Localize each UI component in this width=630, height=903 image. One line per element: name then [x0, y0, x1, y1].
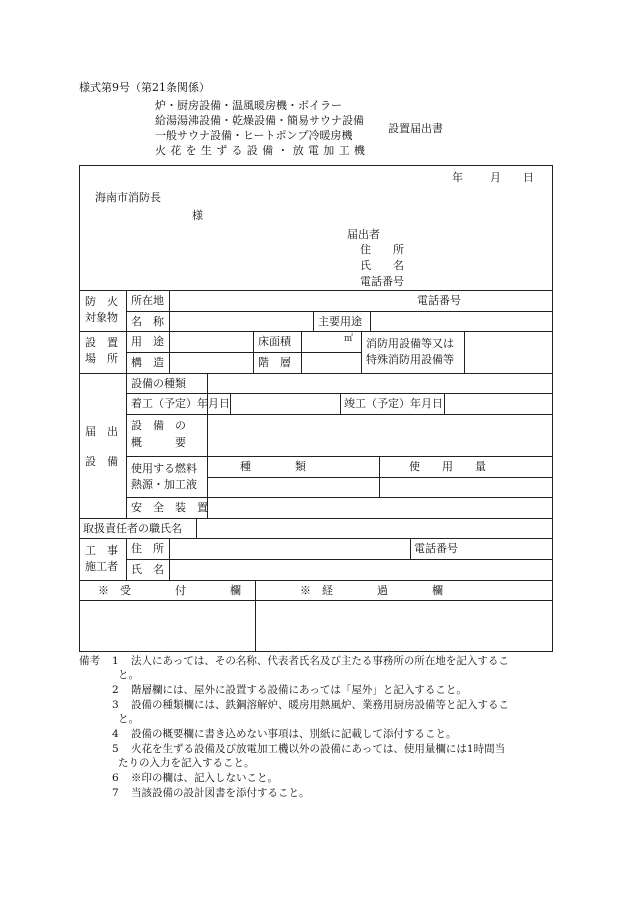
- fire-target-label: 防 火: [85, 295, 118, 308]
- rule: [230, 393, 231, 414]
- rule: [126, 414, 553, 415]
- date-year: 年: [452, 171, 463, 184]
- remarks-label: 備考: [79, 655, 100, 667]
- notify-equipment-label: 届 出: [85, 425, 118, 438]
- remark-text: ※印の欄は、記入しないこと。: [131, 772, 278, 784]
- rule: [79, 538, 553, 539]
- rule: [207, 373, 208, 518]
- title-line-3: 一般サウナ設備・ヒートポンプ冷暖房機: [155, 129, 353, 142]
- remark-text: と。: [118, 669, 139, 681]
- summary-label: 設 備 の: [131, 419, 186, 432]
- rule: [464, 331, 465, 373]
- title-line-2: 給湯湯沸設備・乾燥設備・簡易サウナ設備: [155, 114, 364, 127]
- rule: [169, 538, 170, 580]
- reception-header: ※ 受 付 欄: [98, 584, 241, 597]
- rule: [301, 331, 302, 373]
- floor-area-label: 床面積: [258, 335, 291, 348]
- remark-number: 2: [112, 684, 119, 696]
- date-month: 月: [490, 171, 501, 184]
- progress-header: ※ 経 過 欄: [300, 584, 443, 597]
- rule: [253, 331, 254, 373]
- floor-label: 階 層: [258, 356, 291, 369]
- rule: [207, 477, 553, 478]
- rule: [79, 290, 553, 291]
- title-line-1: 炉・厨房設備・温風暖房機・ボイラー: [155, 99, 342, 112]
- remark-text: 法人にあっては、その名称、代表者氏名及び主たる事務所の所在地を記入するこ: [131, 655, 509, 667]
- fuel-label: 使用する燃料: [131, 462, 197, 475]
- title-suffix: 設置届出書: [388, 122, 443, 135]
- rule: [79, 580, 553, 581]
- remark-number: 6: [112, 772, 119, 784]
- rule: [169, 290, 170, 331]
- remark-text: 階層欄には、屋外に設置する設備にあっては「屋外」と記入すること。: [131, 684, 467, 696]
- notifier-phone: 電話番号: [360, 275, 404, 288]
- start-date-label: 着工（予定）年月日: [131, 397, 230, 410]
- fuel-kind-label: 種 類: [240, 460, 306, 473]
- remark-number: 5: [112, 743, 119, 755]
- rule: [79, 600, 553, 601]
- rule: [126, 456, 553, 457]
- install-place-label-2: 場 所: [85, 352, 118, 365]
- fire-target-label-2: 対象物: [85, 311, 118, 324]
- rule: [169, 331, 170, 373]
- summary-label-2: 概 要: [131, 436, 186, 449]
- remark-text: 当該設備の設計図書を添付すること。: [131, 787, 310, 799]
- notifier-name: 氏 名: [360, 259, 404, 272]
- rule: [340, 393, 341, 414]
- remark-number: 1: [112, 655, 119, 667]
- addressee: 海南市消防長: [95, 191, 161, 204]
- equipment-kind-label: 設備の種類: [131, 377, 186, 390]
- notifier-address: 住 所: [360, 243, 404, 256]
- remark-text: たりの入力を記入すること。: [118, 757, 255, 769]
- remark-number: 7: [112, 787, 119, 799]
- rule: [255, 580, 256, 652]
- finish-date-label: 竣工（予定）年月日: [344, 397, 443, 410]
- fire-equipment-label: 消防用設備等又は: [366, 337, 454, 350]
- manager-label: 取扱責任者の職氏名: [83, 522, 182, 535]
- remark-number: 4: [112, 728, 119, 740]
- structure-label: 構 造: [131, 356, 164, 369]
- rule: [370, 311, 371, 331]
- fuel-label-2: 熱源・加工液: [131, 478, 197, 491]
- use-label: 用 途: [131, 335, 164, 348]
- date-day: 日: [523, 171, 534, 184]
- remark-number: 3: [112, 699, 119, 711]
- contractor-label-2: 施工者: [85, 560, 118, 573]
- remark-text: 設備の概要欄に書き込めない事項は、別紙に記載して添付すること。: [131, 728, 457, 740]
- safety-label: 安 全 装 置: [131, 501, 208, 514]
- rule: [126, 538, 127, 580]
- contractor-name-label: 氏 名: [131, 563, 164, 576]
- main-use-label: 主要用途: [318, 315, 362, 328]
- contractor-phone-label: 電話番号: [414, 542, 458, 555]
- phone-label: 電話番号: [417, 294, 461, 307]
- title-line-4: 火花を生ずる設備・放電加工機: [155, 144, 370, 157]
- form-number: 様式第9号（第21条関係）: [79, 81, 210, 94]
- honorific: 様: [192, 209, 203, 222]
- notifier-label: 届出者: [347, 228, 380, 241]
- notify-equipment-label-2: 設 備: [85, 455, 118, 468]
- contractor-label: 工 事: [85, 544, 118, 557]
- rule: [126, 497, 553, 498]
- rule: [313, 311, 314, 331]
- rule: [444, 393, 445, 414]
- rule: [126, 311, 553, 312]
- usage-label: 使 用 量: [409, 460, 486, 473]
- location-label: 所在地: [131, 294, 164, 307]
- name-label: 名 称: [131, 315, 164, 328]
- rule: [79, 331, 553, 332]
- rule: [379, 456, 380, 497]
- area-unit: ㎡: [344, 334, 354, 344]
- rule: [410, 538, 411, 559]
- fire-equipment-label-2: 特殊消防用設備等: [366, 353, 454, 366]
- rule: [79, 373, 553, 374]
- install-place-label: 設 置: [85, 336, 118, 349]
- remark-text: と。: [118, 713, 139, 725]
- contractor-address-label: 住 所: [131, 542, 164, 555]
- remark-text: 火花を生ずる設備及び放電加工機以外の設備にあっては、使用量欄には1時間当: [131, 743, 506, 755]
- rule: [361, 331, 362, 373]
- rule: [126, 290, 127, 518]
- rule: [79, 518, 553, 519]
- remark-text: 設備の種類欄には、鉄鋼溶解炉、暖房用熱風炉、業務用厨房設備等と記入するこ: [131, 699, 509, 711]
- rule: [126, 352, 362, 353]
- rule: [126, 559, 553, 560]
- rule: [196, 518, 197, 538]
